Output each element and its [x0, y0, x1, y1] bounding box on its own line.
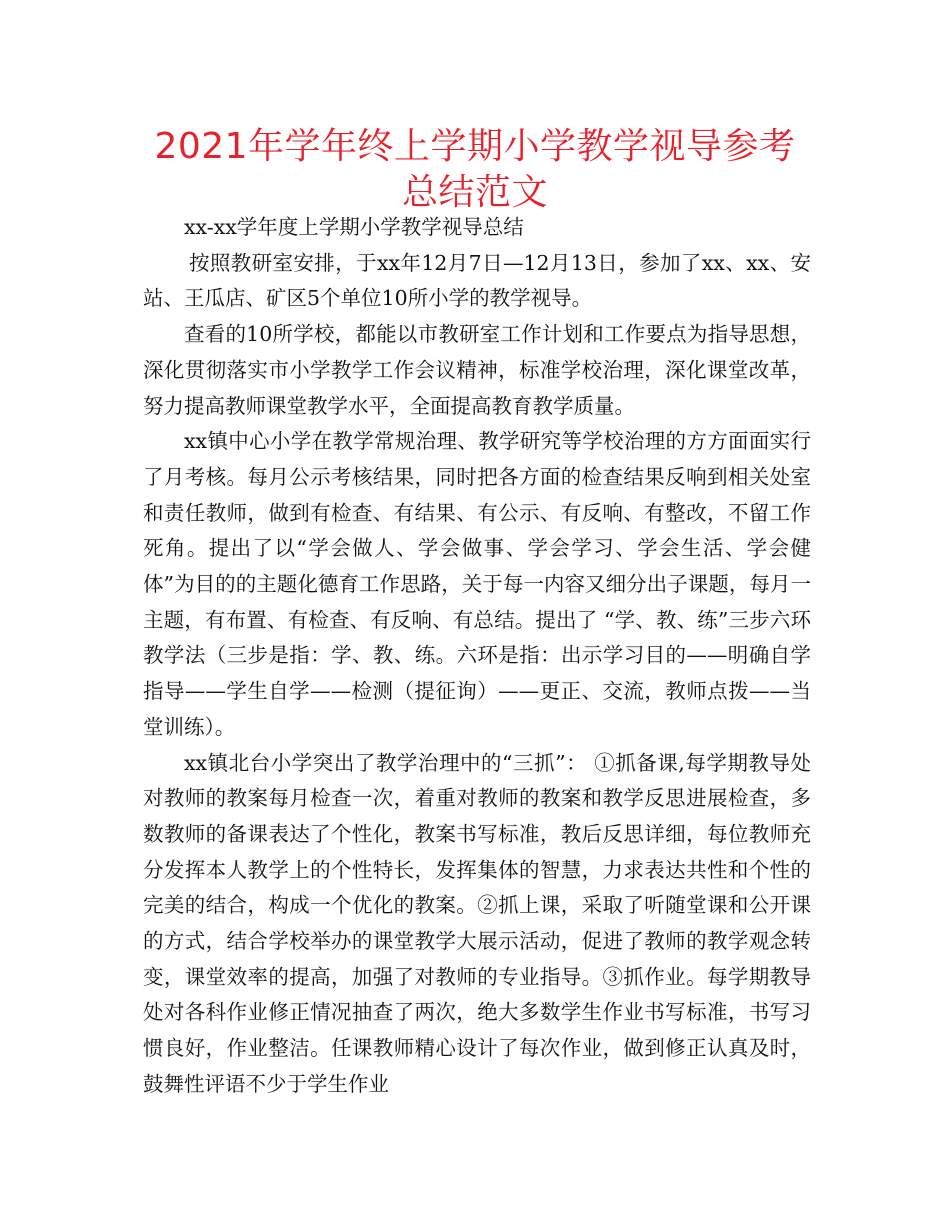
paragraph-beitai-school: xx镇北台小学突出了教学治理中的“三抓”： ①抓备课,每学期教导处对教师的教案每月检查一次，着重对教师的教案和教学反思进展检查，多数教师的备课表达了个性化，教案书写标准，教后反思详细，每位教师充分发挥本人教学上的个性特长，发挥集体的智慧，力求表达共性和个性的完美的结合，构成一个优化的教案。②抓上课，采取了听随堂课和公开课的方式，结合学校举办的课堂教学大展示活动，促进了教师的教学观念转变，课堂效率的提高，加强了对教师的专业指导。③抓作业。每学期教导处对各科作业修正情况抽查了两次，绝大多数学生作业书写标准，书写习惯良好，作业整洁。任课教师精心设计了每次作业，做到修正认真及时，鼓舞性评语不少于学生作业	[143, 750, 811, 1096]
paragraph-subtitle: xx-xx学年度上学期小学教学视导总结	[184, 215, 524, 239]
document-title: 2021年学年终上学期小学教学视导参考总结范文	[154, 126, 796, 213]
paragraph-central-school: xx镇中心小学在教学常规治理、教学研究等学校治理的方方面面实行了月考核。每月公示考核结果，同时把各方面的检查结果反响到相关处室和责任教师，做到有检查、有结果、有公示、有反响、有整改，不留工作死角。提出了以“学会做人、学会做事、学会学习、学会生活、学会健体”为目的的主题化德育工作思路，关于每一内容又细分出子课题，每月一主题，有布置、有检查、有反响、有总结。提出了 “学、教、练”三步六环教学法（三步是指：学、教、练。六环是指：出示学习目的——明确自学指导——学生自学——检测（提征询）——更正、交流，教师点拨——当堂训练）。	[143, 429, 811, 739]
document-body	[143, 210, 811, 1103]
paragraph-overview: 查看的10所学校，都能以市教研室工作计划和工作要点为指导思想，深化贯彻落实市小学教学工作会议精神，标准学校治理，深化课堂改革，努力提高教师课堂教学水平，全面提高教育教学质量。	[143, 322, 811, 418]
paragraph-arrangement: 按照教研室安排，于xx年12月7日—12月13日，参加了xx、xx、安站、王瓜店、矿区5个单位10所小学的教学视导。	[143, 250, 811, 311]
